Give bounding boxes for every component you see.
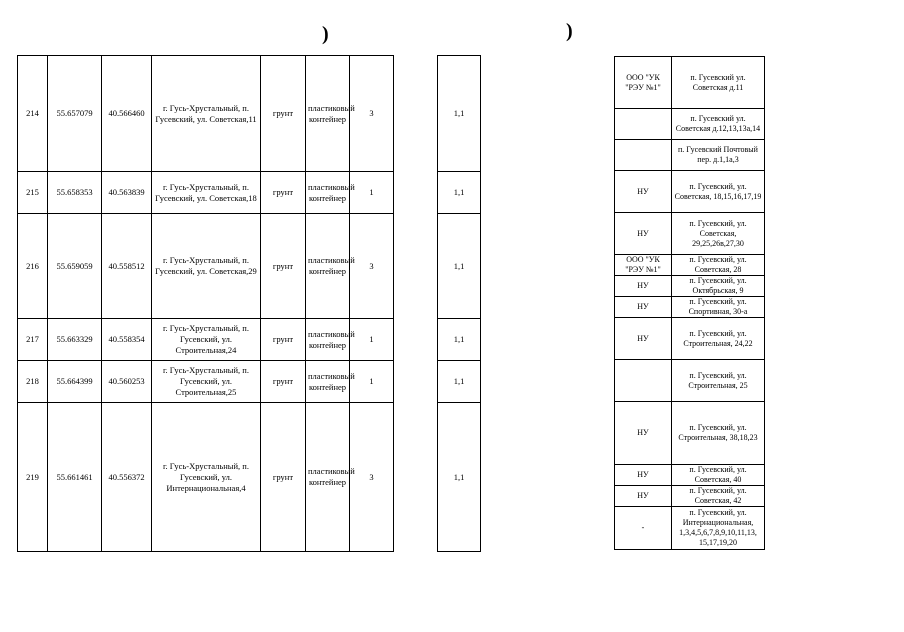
address-cell: п. Гусевский, ул. Советская, 29,25,26в,27,30 [672, 213, 765, 255]
longitude-cell: 40.558512 [102, 214, 152, 319]
address-cell: г. Гусь-Хрустальный, п. Гусевский, ул. Интернациональная,4 [152, 403, 261, 552]
surface-cell: грунт [261, 403, 306, 552]
address-cell: г. Гусь-Хрустальный, п. Гусевский, ул. Советская,18 [152, 172, 261, 214]
address-cell: г. Гусь-Хрустальный, п. Гусевский, ул. Строительная,25 [152, 361, 261, 403]
page-mark-left: ) [322, 23, 329, 45]
container-cell: пластиковый контейнер [306, 319, 350, 361]
page-mark-right: ) [566, 20, 573, 42]
address-cell: п. Гусевский Почтовый пер. д.1,1а,3 [672, 140, 765, 171]
table-row [615, 360, 765, 402]
table-row [438, 172, 481, 214]
organization-cell: НУ [615, 402, 672, 465]
waste-sites-table [17, 55, 394, 552]
address-cell: п. Гусевский, ул. Спортивная, 30-а [672, 297, 765, 318]
surface-cell: грунт [261, 172, 306, 214]
count-cell: 3 [350, 56, 394, 172]
coefficient-cell: 1,1 [438, 172, 481, 214]
count-cell: 3 [350, 214, 394, 319]
table-row [18, 56, 394, 172]
surface-cell: грунт [261, 361, 306, 403]
surface-cell: грунт [261, 56, 306, 172]
latitude-cell: 55.661461 [48, 403, 102, 552]
surface-cell: грунт [261, 214, 306, 319]
surface-cell: грунт [261, 319, 306, 361]
container-cell: пластиковый контейнер [306, 172, 350, 214]
address-cell: п. Гусевский ул. Советская д.12,13,13а,14 [672, 109, 765, 140]
address-cell: п. Гусевский, ул. Строительная, 25 [672, 360, 765, 402]
row-number: 217 [18, 319, 48, 361]
table-row [615, 171, 765, 213]
organization-cell: - [615, 507, 672, 550]
table-row [18, 361, 394, 403]
address-cell: п. Гусевский, ул. Строительная, 38,18,23 [672, 402, 765, 465]
latitude-cell: 55.659059 [48, 214, 102, 319]
row-number: 219 [18, 403, 48, 552]
address-cell: г. Гусь-Хрустальный, п. Гусевский, ул. Советская,11 [152, 56, 261, 172]
count-cell: 3 [350, 403, 394, 552]
table-row [615, 213, 765, 255]
table-row [438, 361, 481, 403]
address-cell: п. Гусевский, ул. Октябрьская, 9 [672, 276, 765, 297]
organization-cell: НУ [615, 318, 672, 360]
coefficient-table [437, 55, 481, 552]
organization-cell: НУ [615, 171, 672, 213]
latitude-cell: 55.664399 [48, 361, 102, 403]
table-row [615, 57, 765, 109]
table-row [615, 276, 765, 297]
latitude-cell: 55.657079 [48, 56, 102, 172]
address-cell: п. Гусевский, ул. Советская, 28 [672, 255, 765, 276]
table-row [18, 214, 394, 319]
row-number: 215 [18, 172, 48, 214]
container-cell: пластиковый контейнер [306, 56, 350, 172]
row-number: 216 [18, 214, 48, 319]
organization-cell: ООО "УК "РЭУ №1" [615, 255, 672, 276]
organization-cell: НУ [615, 213, 672, 255]
table-row [18, 319, 394, 361]
table-row [615, 402, 765, 465]
served-addresses-table [614, 56, 765, 550]
address-cell: г. Гусь-Хрустальный, п. Гусевский, ул. Строительная,24 [152, 319, 261, 361]
table-row [615, 255, 765, 276]
coefficient-cell: 1,1 [438, 56, 481, 172]
address-cell: п. Гусевский ул. Советская д.11 [672, 57, 765, 109]
address-cell: п. Гусевский, ул. Интернациональная, 1,3,4,5,6,7,8,9,10,11,13, 15,17,19,20 [672, 507, 765, 550]
count-cell: 1 [350, 319, 394, 361]
table-row [615, 507, 765, 550]
organization-cell: НУ [615, 297, 672, 318]
count-cell: 1 [350, 172, 394, 214]
row-number: 218 [18, 361, 48, 403]
coefficient-cell: 1,1 [438, 319, 481, 361]
address-cell: п. Гусевский, ул. Советская, 18,15,16,17,19 [672, 171, 765, 213]
row-number: 214 [18, 56, 48, 172]
table-row [18, 172, 394, 214]
latitude-cell: 55.658353 [48, 172, 102, 214]
address-cell: п. Гусевский, ул. Советская, 40 [672, 465, 765, 486]
table-row [615, 140, 765, 171]
table-row [438, 319, 481, 361]
table-row [438, 403, 481, 552]
organization-cell: НУ [615, 465, 672, 486]
latitude-cell: 55.663329 [48, 319, 102, 361]
longitude-cell: 40.560253 [102, 361, 152, 403]
organization-cell: ООО "УК "РЭУ №1" [615, 57, 672, 109]
container-cell: пластиковый контейнер [306, 403, 350, 552]
longitude-cell: 40.558354 [102, 319, 152, 361]
longitude-cell: 40.563839 [102, 172, 152, 214]
organization-cell [615, 109, 672, 140]
organization-cell: НУ [615, 276, 672, 297]
table-row [615, 297, 765, 318]
container-cell: пластиковый контейнер [306, 214, 350, 319]
container-cell: пластиковый контейнер [306, 361, 350, 403]
coefficient-cell: 1,1 [438, 403, 481, 552]
table-row [615, 109, 765, 140]
organization-cell: НУ [615, 486, 672, 507]
address-cell: п. Гусевский, ул. Советская, 42 [672, 486, 765, 507]
count-cell: 1 [350, 361, 394, 403]
address-cell: п. Гусевский, ул. Строительная, 24,22 [672, 318, 765, 360]
organization-cell [615, 360, 672, 402]
address-cell: г. Гусь-Хрустальный, п. Гусевский, ул. Советская,29 [152, 214, 261, 319]
longitude-cell: 40.566460 [102, 56, 152, 172]
coefficient-cell: 1,1 [438, 214, 481, 319]
longitude-cell: 40.556372 [102, 403, 152, 552]
table-row [615, 486, 765, 507]
table-row [615, 318, 765, 360]
table-row [615, 465, 765, 486]
coefficient-cell: 1,1 [438, 361, 481, 403]
table-row [438, 214, 481, 319]
organization-cell [615, 140, 672, 171]
table-row [18, 403, 394, 552]
table-row [438, 56, 481, 172]
